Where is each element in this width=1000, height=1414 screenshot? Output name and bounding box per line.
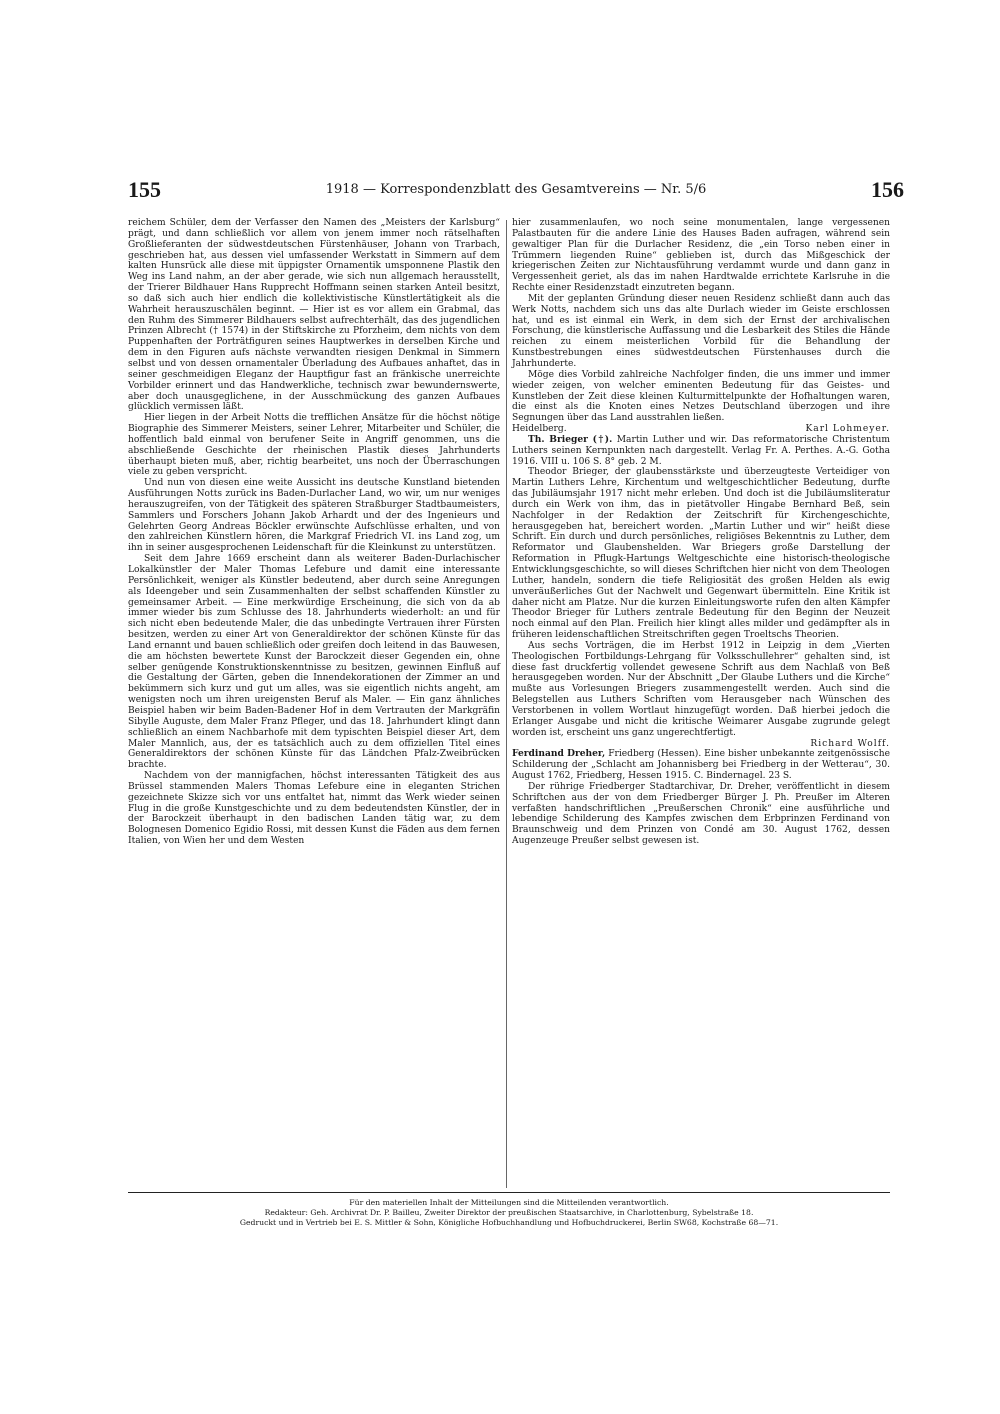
footer-printer: Gedruckt und in Vertrieb bei E. S. Mittler & Sohn, Königliche Hofbuchhandlung und Hofbuchdruckerei, Berlin SW68, Kochstraße 68—71. <box>239 1218 779 1227</box>
paragraph: Mit der geplanten Gründung dieser neuen Residenz schließt dann auch das Werk Notts, nachdem sich uns das alte Durlach wieder im Geiste erschlossen hat, und es ist einmal ein Werk, in dem sich der Ernst der archivalischen Forschung, die künstlerische Auffassung und die Lesbarkeit des Stiles die Hände reichen zu einem meisterlichen Vorbild für die Behandlung der Kunstbestrebungen eines südwestdeutschen Fürstenhauses durch die Jahrhunderte. <box>512 293 890 369</box>
book-entry <box>512 435 890 468</box>
book-citation: Friedberg (Hessen). Eine bisher unbekannte zeitgenössische Schilderung der „Schlacht am Johannisberg bei Friedberg in der Wetterau“, 30. August 1762, Friedberg, Hessen 1915. C. Bindernagel. 23 S. <box>512 749 890 782</box>
book-entry <box>512 749 890 782</box>
paragraph: Theodor Brieger, der glaubensstärkste und überzeugteste Verteidiger von Martin Luthers Lehre, Kirchentum und weltgeschichtlicher Bedeutung, durfte das Jubiläumsjahr 1917 nicht mehr erleben. Und doch ist die Jubiläumsliteratur durch ein Werk von ihm, das in pietätvoller Hingabe Bernhard Beß, sein Nachfolger in der Redaktion der Zeitschrift für Kirchengeschichte, herausgegeben hat, bereichert worden. „Martin Luther und wir“ heißt diese Schrift. Ein durch und durch persönliches, religiöses Bekenntnis zu Luther, dem Reformator und Glaubenshelden. War Briegers große Darstellung der Reformation in Pflugk-Hartungs Weltgeschichte eine historisch-theologische Entwicklungsgeschichte, so will dieses Schriftchen hier nicht von dem Theologen Luther, handeln, sondern die tiefe Religiosität des großen Helden als ewig unveräußerliches Gut der Nachwelt und Gegenwart übermitteln. Eine Kritik ist daher nicht am Platze. Nur die kurzen Einleitungsworte rufen den alten Kämpfer Theodor Brieger für Luthers zentrale Bedeutung für den Beginn der Neuzeit noch einmal auf den Plan. Freilich hier klingt alles milder und gedämpfter als in früheren leidenschaftlichen Streitschriften gegen Troeltschs Theorien. <box>512 467 890 641</box>
paragraph: Seit dem Jahre 1669 erscheint dann als weiterer Baden-Durlachischer Lokalkünstler der Maler Thomas Lefebure und damit eine interessante Persönlichkeit, weniger als Künstler bedeutend, aber durch seine Anregungen als Ideengeber und sein Zusammenhalten der selbst schaffenden Künstler zu gemeinsamer Arbeit. — Eine merkwürdige Erscheinung, die sich von da ab immer wieder bis zum Schlusse des 18. Jahrhunderts wiederholt: an und für sich nicht eben bedeutende Maler, die das unbedingte Vertrauen ihrer Fürsten besitzen, werden zu einer Art von Generaldirektor der schönen Künste für das Land ernannt und bauen schließlich oder greifen doch leitend in das Bauwesen, die am höchsten bewertete Kunst der Barockzeit dieser Gegenden ein, ohne selber genügende Konstruktionskenntnisse zu besitzen, gewinnen Einfluß auf die Gestaltung der Gärten, geben die Innendekorationen der Zimmer an und bekümmern sich kurz und gut um alles, was sie eigentlich nichts angeht, am wenigsten noch um ihren ureigensten Beruf als Maler. — Ein ganz ähnliches Beispiel haben wir beim Baden-Badener Hof in dem Vertrauten der Markgräfin Sibylle Auguste, dem Maler Franz Pfleger, und das 18. Jahrhundert klingt dann schließlich an einem Nachbarhofe mit dem typischten Beispiel dieser Art, dem Maler Mannlich, aus, der es tatsächlich auch zu dem offiziellen Titel eines Generaldirektors der schönen Künste für das Ländchen Pfalz-Zweibrücken brachte. <box>128 554 500 771</box>
paragraph: Nachdem von der mannigfachen, höchst interessanten Tätigkeit des aus Brüssel stammenden Malers Thomas Lefebure eine in eleganten Strichen gezeichnete Skizze sich vor uns entfaltet hat, nimmt das Werk wieder seinen Flug in die große Kunstgeschichte und zu dem bedeutendsten Künstler, der in der Barockzeit überhaupt in den badischen Landen tätig war, zu dem Bolognesen Domenico Egidio Rossi, mit dessen Kunst die Fäden aus dem fernen Italien, von Wien her und dem Westen <box>128 771 500 847</box>
right-column <box>512 218 890 847</box>
reviewer-name: Richard Wolff. <box>810 738 890 749</box>
place-name: Heidelberg. <box>512 424 567 435</box>
left-column <box>128 218 500 847</box>
imprint-footer <box>128 1198 890 1228</box>
page-number-right: 156 <box>871 177 904 202</box>
running-header <box>128 175 904 205</box>
paragraph: Aus sechs Vorträgen, die im Herbst 1912 in Leipzig in dem „Vierten Theologischen Fortbildungs-Lehrgang für Volksschullehrer“ gehalten sind, ist diese fast druckfertig vollendet gewesene Schrift aus dem Nachlaß von Beß herausgegeben worden. Nur der Abschnitt „Der Glaube Luthers und die Kirche“ mußte aus Vorlesungen Briegers zusammengestellt werden. Auch sind die Belegstellen aus Luthers Schriften vom Herausgeber nach Wünschen des Verstorbenen in vollem Wortlaut hinzugefügt worden. Daß hierbei jedoch die Erlanger Ausgabe und nicht die kritische Weimarer Ausgabe zugrunde gelegt worden ist, erscheint uns ganz ungerechtfertigt. <box>512 640 890 738</box>
paragraph: reichem Schüler, dem der Verfasser den Namen des „Meisters der Karlsburg“ prägt, und dann schließlich vor allem von jenem immer noch rätselhaften Großlieferanten der südwestdeutschen Fürstenhäuser, Johann von Trarbach, geschrieben hat, aus dessen viel umfassender Werkstatt in Simmern auf dem kalten Hunsrück alle diese mit üppigster Ornamentik umsponnene Plastik den Weg ins Land nahm, an der aber gerade, wie sich nun allgemach herausstellt, der Trierer Bildhauer Hans Rupprecht Hoffmann seinen starken Anteil besitzt, so daß sich auch hier endlich die kollektivistische Künstlertätigkeit als die Wahrheit herauszuschälen beginnt. — Hier ist es vor allem ein Grabmal, das den Ruhm des Simmerer Bildhauers selbst aufrechterhält, das des jugendlichen Prinzen Albrecht († 1574) in der Stiftskirche zu Pforzheim, dem nichts von dem Puppenhaften der Porträtfiguren seines Hauptwerkes in derselben Kirche und dem in den Figuren aufs nächste verwandten riesigen Denkmal in Simmern selbst und von dessen ornamentaler Überladung des Aufbaues anhaftet, das in seiner geschmeidigen Eleganz der Hauptfigur fast an fränkische unerreichte Vorbilder erinnert und das Handwerkliche, technisch zwar bewundernswerte, aber doch unausgeglichene, in der Ausschmückung des ganzen Aufbaues glücklich vermissen läßt. <box>128 218 500 413</box>
footer-rule <box>128 1192 890 1193</box>
book-author: Th. Brieger (†). <box>528 433 613 445</box>
footer-editor: Redakteur: Geh. Archivrat Dr. P. Bailleu, Zweiter Direktor der preußischen Staatsarchive, in Charlottenburg, Sybelstraße 18. <box>264 1208 754 1217</box>
paragraph: Hier liegen in der Arbeit Notts die trefflichen Ansätze für die höchst nötige Biographie des Simmerer Meisters, seiner Lehrer, Mitarbeiter und Schüler, die hoffentlich bald einmal von berufener Seite in Angriff genommen, uns die abschließende Geschichte der rheinischen Plastik dieses Jahrhunderts überhaupt bieten muß, aber, richtig bearbeitet, uns noch der Überraschungen viele zu geben verspricht. <box>128 413 500 478</box>
running-title: 1918 — Korrespondenzblatt des Gesamtvereins — Nr. 5/6 <box>325 182 707 197</box>
paragraph: Der rührige Friedberger Stadtarchivar, Dr. Dreher, veröffentlicht in diesem Schriftchen aus der von dem Friedberger Bürger J. Ph. Preußer im Alteren verfaßten handschriftlichen „Preußerschen Chronik“ eine ausführliche und lebendige Schilderung des Kampfes zwischen dem Erbprinzen Ferdinand von Braunschweig und dem Prinzen von Condé am 30. August 1762, dessen Augenzeuge Preußer selbst gewesen ist. <box>512 781 890 847</box>
column-divider <box>506 220 507 1188</box>
footer-disclaimer: Für den materiellen Inhalt der Mitteilungen sind die Mitteilenden verantwortlich. <box>349 1198 669 1207</box>
page-number-left: 155 <box>128 177 161 202</box>
paragraph: Möge dies Vorbild zahlreiche Nachfolger finden, die uns immer und immer wieder zeigen, von welcher eminenten Bedeutung für das Geistes- und Kunstleben der Zeit diese kleinen Kulturmittelpunkte der Hofhaltungen waren, die einst als die Knoten eines Netzes Deutschland überzogen und ihre Segnungen über das Land ausstrahlen ließen. <box>512 369 890 424</box>
paragraph: Und nun von diesen eine weite Aussicht ins deutsche Kunstland bietenden Ausführungen Notts zurück ins Baden-Durlacher Land, wo wir, um nur weniges herauszugreifen, von der Tätigkeit des späteren Straßburger Stadtbaumeisters, Sammlers und Forschers Johann Jakob Arhardt und der des Ingenieurs und Gelehrten Georg Andreas Böckler erwünschte Aufschlüsse erhalten, und von den zahlreichen Künstlern hören, die Markgraf Friedrich VI. ins Land zog, um ihn in seiner ausgesprochenen Leidenschaft für die Kleinkunst zu unterstützen. <box>128 478 500 554</box>
book-author: Ferdinand Dreher, <box>512 748 606 760</box>
paragraph: hier zusammenlaufen, wo noch seine monumentalen, lange vergessenen Palastbauten für die andere Linie des Hauses Baden aufragen, während sein gewaltiger Plan für die Durlacher Residenz, die „ein Torso neben einer in Trümmern liegenden Ruine“ geblieben ist, durch das Mißgeschick der kriegerischen Zeiten zur Nichtausführung verdammt wurde und dann ganz in Vergessenheit geriet, als das im nahen Hardtwalde errichtete Karlsruhe in die Rechte einer Residenzstadt einzutreten begann. <box>512 218 890 294</box>
book-citation: Martin Luther und wir. Das reformatorische Christentum Luthers seinen Kernpunkten nach dargestellt. Verlag Fr. A. Perthes. A.-G. Gotha 1916. VIII u. 106 S. 8° geb. 2 M. <box>512 434 890 467</box>
reviewer-name: Karl Lohmeyer. <box>805 424 890 435</box>
